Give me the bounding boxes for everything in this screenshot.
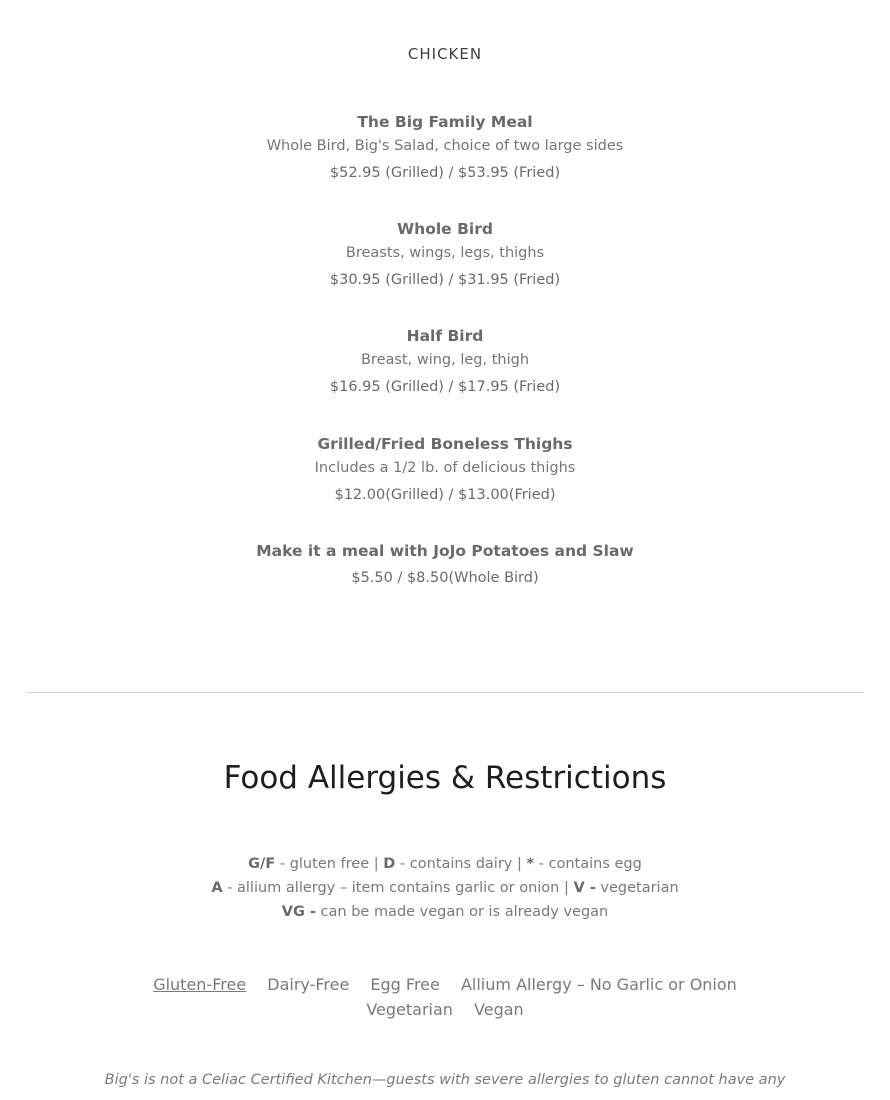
- filter-allium[interactable]: Allium Allergy – No Garlic or Onion: [460, 975, 737, 994]
- allergy-legend-line-3: [0, 900, 890, 924]
- legend-code-egg: *: [526, 856, 535, 872]
- item-name: Whole Bird: [397, 220, 493, 238]
- menu-item: [0, 434, 890, 505]
- section-title: CHICKEN: [407, 45, 483, 63]
- legend-code-gf: G/F: [248, 856, 276, 872]
- menu-item: [0, 112, 890, 183]
- allergy-heading: Food Allergies & Restrictions: [223, 760, 667, 796]
- legend-text-vg: can be made vegan or is already vegan: [315, 904, 609, 920]
- celiac-notice: Big's is not a Celiac Certified Kitchen—guests with severe allergies to gluten cannot have any: [104, 1072, 786, 1088]
- filter-vegan[interactable]: Vegan: [474, 1000, 524, 1019]
- item-description: Breast, wing, leg, thigh: [360, 352, 530, 368]
- section-divider: [26, 692, 864, 693]
- legend-text-d: - contains dairy |: [395, 856, 527, 872]
- item-price: $12.00(Grilled) / $13.00(Fried): [334, 487, 556, 503]
- legend-text-egg: - contains egg: [534, 856, 642, 872]
- menu-item: [0, 219, 890, 290]
- filter-vegetarian[interactable]: Vegetarian: [366, 1000, 453, 1019]
- filter-gluten-free[interactable]: Gluten-Free: [153, 975, 247, 994]
- legend-code-d: D: [383, 856, 396, 872]
- legend-text-v: vegetarian: [595, 880, 679, 896]
- legend-code-v: V -: [573, 880, 596, 896]
- menu-item: [0, 541, 890, 588]
- filter-egg-free[interactable]: Egg Free: [370, 975, 440, 994]
- menu-item: [0, 326, 890, 397]
- allergy-filter-bar: [120, 972, 770, 1022]
- item-name: Half Bird: [406, 327, 484, 345]
- item-name: Make it a meal with JoJo Potatoes and Slaw: [256, 542, 634, 560]
- legend-code-a: A: [211, 880, 223, 896]
- legend-code-vg: VG -: [281, 904, 316, 920]
- legend-text-a: - allium allergy – item contains garlic or onion |: [222, 880, 574, 896]
- legend-text-gf: - gluten free |: [275, 856, 384, 872]
- item-price: $30.95 (Grilled) / $31.95 (Fried): [329, 272, 561, 288]
- item-description: Whole Bird, Big's Salad, choice of two large sides: [266, 138, 624, 154]
- item-description: Breasts, wings, legs, thighs: [345, 245, 545, 261]
- item-name: The Big Family Meal: [357, 113, 533, 131]
- allergy-legend-line-1: [0, 852, 890, 876]
- item-price: $52.95 (Grilled) / $53.95 (Fried): [329, 165, 561, 181]
- item-price: $16.95 (Grilled) / $17.95 (Fried): [329, 379, 561, 395]
- allergy-legend-line-2: [0, 876, 890, 900]
- filter-dairy-free[interactable]: Dairy-Free: [267, 975, 350, 994]
- item-description: Includes a 1/2 lb. of delicious thighs: [314, 460, 576, 476]
- item-price: $5.50 / $8.50(Whole Bird): [351, 570, 539, 586]
- item-name: Grilled/Fried Boneless Thighs: [317, 435, 573, 453]
